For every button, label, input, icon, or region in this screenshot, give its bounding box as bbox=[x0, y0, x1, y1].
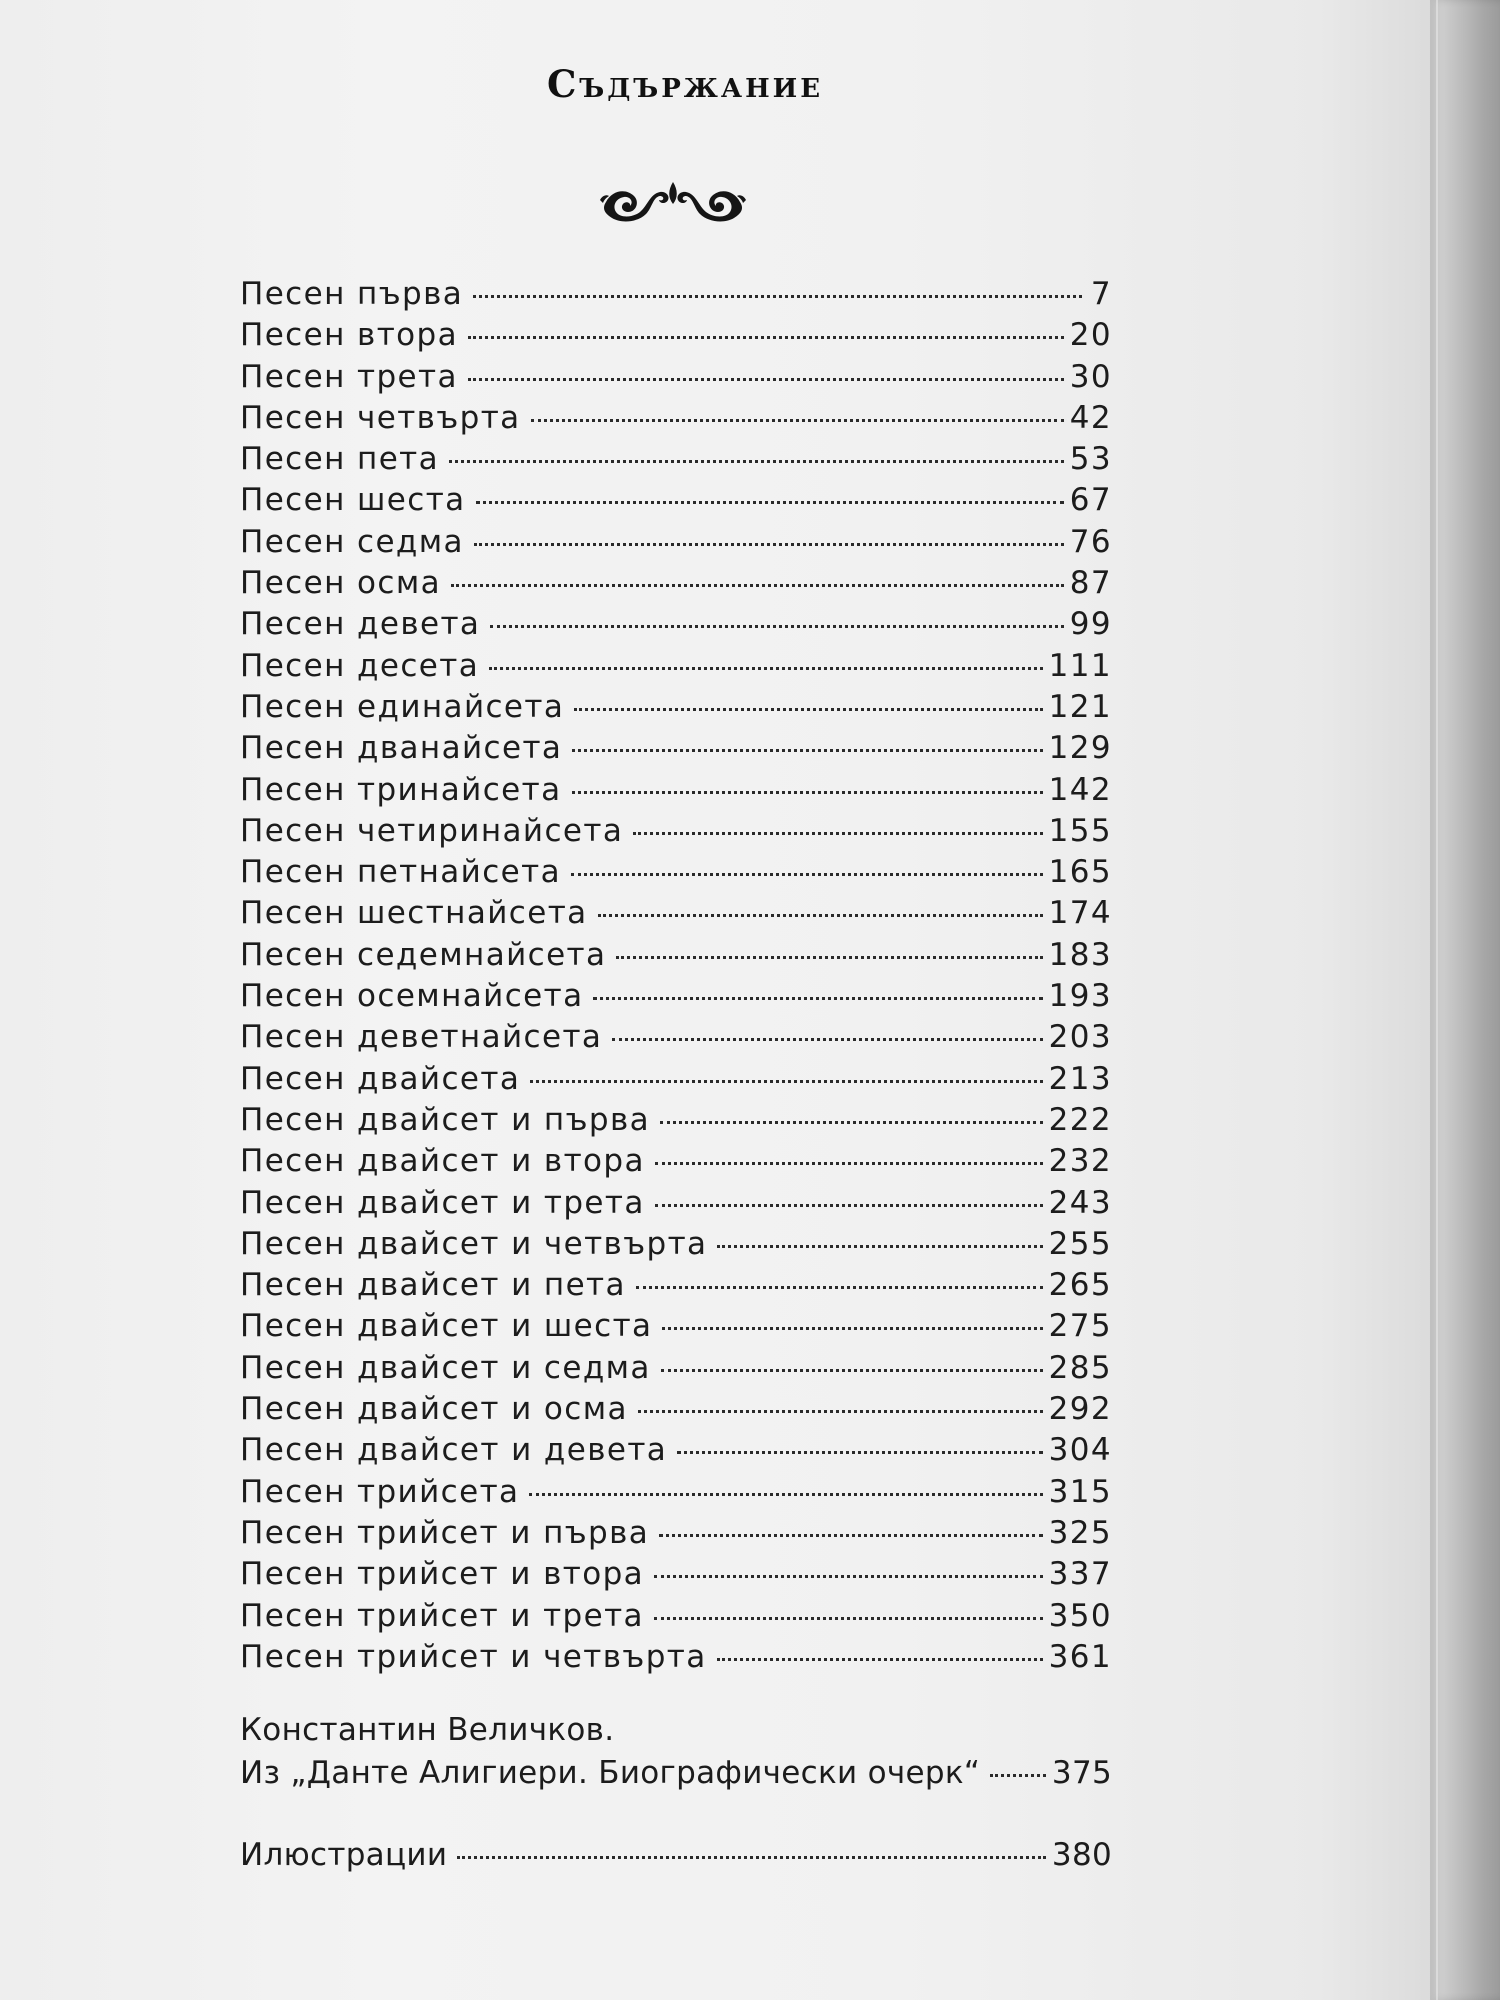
toc-entry-label: Песен трийсета bbox=[240, 1473, 520, 1510]
toc-entry-label: Песен двайсет и четвърта bbox=[240, 1225, 708, 1262]
dot-leader bbox=[990, 1774, 1046, 1777]
page-title: Съдържание bbox=[546, 62, 824, 106]
toc-entry-label: Песен двайсет и девета bbox=[240, 1432, 668, 1469]
dot-leader bbox=[489, 667, 1043, 670]
dot-leader bbox=[612, 1038, 1042, 1041]
essay-row bbox=[240, 1755, 1112, 1796]
toc-entry-page-number: 203 bbox=[1048, 1019, 1112, 1056]
toc-entry-label: Песен първа bbox=[240, 276, 464, 312]
dot-leader bbox=[571, 873, 1043, 876]
dot-leader bbox=[574, 708, 1042, 711]
dot-leader bbox=[660, 1121, 1043, 1124]
toc-entry-page-number: 155 bbox=[1048, 812, 1112, 849]
toc-entry-label: Песен осма bbox=[240, 565, 442, 602]
toc-entry-label: Песен деветнайсета bbox=[240, 1019, 603, 1056]
dot-leader bbox=[457, 1856, 1046, 1859]
toc-entry-label: Песен четвърта bbox=[240, 399, 521, 436]
toc-entry bbox=[240, 359, 1112, 400]
dot-leader bbox=[468, 336, 1064, 339]
toc-entry-label: Песен трийсет и първа bbox=[240, 1514, 650, 1551]
toc-entry bbox=[240, 937, 1112, 978]
dot-leader bbox=[717, 1658, 1043, 1661]
toc-entry-page-number: 99 bbox=[1069, 606, 1112, 643]
toc-entry-label: Песен шестнайсета bbox=[240, 895, 588, 932]
toc-entry-page-number: 232 bbox=[1048, 1143, 1112, 1180]
toc-entry-page-number: 183 bbox=[1048, 936, 1112, 973]
toc-entry bbox=[240, 441, 1112, 482]
dot-leader bbox=[659, 1534, 1042, 1537]
toc-entry bbox=[240, 854, 1112, 895]
dot-leader bbox=[490, 625, 1063, 628]
essay-title: Из „Данте Алигиери. Биографически очерк“ bbox=[240, 1755, 981, 1791]
toc-entry-page-number: 325 bbox=[1048, 1514, 1112, 1551]
toc-entry bbox=[240, 895, 1112, 936]
table-of-contents bbox=[240, 276, 1112, 1680]
dot-leader bbox=[654, 1617, 1043, 1620]
toc-entry bbox=[240, 317, 1112, 358]
toc-entry-label: Песен двайсет и втора bbox=[240, 1143, 645, 1180]
toc-entry-page-number: 292 bbox=[1048, 1391, 1112, 1428]
toc-entry bbox=[240, 1267, 1112, 1308]
toc-entry bbox=[240, 276, 1112, 317]
toc-entry-label: Песен втора bbox=[240, 317, 458, 354]
toc-entry-page-number: 265 bbox=[1048, 1267, 1112, 1304]
toc-entry bbox=[240, 1432, 1112, 1473]
dot-leader bbox=[474, 543, 1064, 546]
dot-leader bbox=[451, 584, 1064, 587]
toc-entry bbox=[240, 565, 1112, 606]
dot-leader bbox=[655, 1162, 1043, 1165]
illustrations-label: Илюстрации bbox=[240, 1837, 448, 1873]
toc-entry-label: Песен двайсет и трета bbox=[240, 1184, 645, 1221]
dot-leader bbox=[677, 1451, 1042, 1454]
dot-leader bbox=[638, 1410, 1043, 1413]
page-edge bbox=[1430, 0, 1500, 2000]
toc-entry-label: Песен трета bbox=[240, 358, 458, 395]
toc-entry bbox=[240, 648, 1112, 689]
toc-entry-page-number: 255 bbox=[1048, 1225, 1112, 1262]
dot-leader bbox=[530, 1080, 1042, 1083]
toc-entry-label: Песен десета bbox=[240, 647, 480, 684]
toc-entry-page-number: 315 bbox=[1048, 1473, 1112, 1510]
toc-entry bbox=[240, 606, 1112, 647]
toc-entry bbox=[240, 1185, 1112, 1226]
dot-leader bbox=[662, 1327, 1042, 1330]
toc-entry-label: Песен двайсета bbox=[240, 1060, 521, 1097]
toc-entry-label: Песен двайсет и първа bbox=[240, 1101, 651, 1138]
toc-entry bbox=[240, 1019, 1112, 1060]
toc-entry bbox=[240, 978, 1112, 1019]
toc-entry-label: Песен тринайсета bbox=[240, 771, 562, 808]
toc-entry-page-number: 193 bbox=[1048, 978, 1112, 1015]
essay-page-number: 375 bbox=[1051, 1755, 1112, 1791]
toc-entry-label: Песен двайсет и седма bbox=[240, 1349, 651, 1386]
toc-entry-label: Песен седемнайсета bbox=[240, 936, 607, 973]
toc-entry-page-number: 121 bbox=[1048, 688, 1112, 725]
toc-entry-label: Песен шеста bbox=[240, 482, 466, 519]
toc-entry bbox=[240, 813, 1112, 854]
toc-entry-label: Песен единайсета bbox=[240, 688, 565, 725]
dot-leader bbox=[598, 914, 1043, 917]
toc-entry-label: Песен девета bbox=[240, 606, 481, 643]
toc-entry-page-number: 361 bbox=[1048, 1638, 1112, 1675]
illustrations-row bbox=[240, 1837, 1112, 1878]
essay-entry bbox=[240, 1712, 1112, 1796]
toc-entry-label: Песен двайсет и осма bbox=[240, 1391, 628, 1428]
toc-entry-page-number: 7 bbox=[1090, 276, 1112, 312]
toc-entry-label: Песен четиринайсета bbox=[240, 812, 624, 849]
toc-entry-page-number: 350 bbox=[1048, 1597, 1112, 1634]
toc-entry-page-number: 165 bbox=[1048, 854, 1112, 891]
toc-entry bbox=[240, 1061, 1112, 1102]
floral-ornament-icon bbox=[598, 172, 748, 228]
toc-entry bbox=[240, 482, 1112, 523]
toc-entry bbox=[240, 1639, 1112, 1680]
toc-entry-page-number: 87 bbox=[1069, 565, 1112, 602]
dot-leader bbox=[593, 997, 1042, 1000]
toc-entry-label: Песен осемнайсета bbox=[240, 978, 584, 1015]
dot-leader bbox=[476, 501, 1064, 504]
toc-entry bbox=[240, 1308, 1112, 1349]
toc-entry-page-number: 20 bbox=[1069, 317, 1112, 354]
dot-leader bbox=[449, 460, 1064, 463]
toc-entry-label: Песен седма bbox=[240, 523, 464, 560]
toc-entry-page-number: 129 bbox=[1048, 730, 1112, 767]
toc-entry-page-number: 111 bbox=[1048, 647, 1112, 684]
toc-entry-label: Песен трийсет и трета bbox=[240, 1597, 644, 1634]
dot-leader bbox=[529, 1493, 1042, 1496]
toc-entry bbox=[240, 1598, 1112, 1639]
toc-entry-label: Песен петнайсета bbox=[240, 854, 562, 891]
toc-entry-label: Песен дванайсета bbox=[240, 730, 563, 767]
illustrations-page-number: 380 bbox=[1051, 1837, 1112, 1873]
dot-leader bbox=[633, 832, 1042, 835]
toc-entry bbox=[240, 772, 1112, 813]
dot-leader bbox=[468, 378, 1064, 381]
toc-entry-label: Песен двайсет и шеста bbox=[240, 1308, 653, 1345]
toc-entry-page-number: 142 bbox=[1048, 771, 1112, 808]
dot-leader bbox=[717, 1245, 1042, 1248]
toc-entry-page-number: 285 bbox=[1048, 1349, 1112, 1386]
toc-entry bbox=[240, 1143, 1112, 1184]
toc-entry-page-number: 76 bbox=[1069, 523, 1112, 560]
toc-entry-page-number: 42 bbox=[1069, 399, 1112, 436]
toc-entry-label: Песен двайсет и пета bbox=[240, 1267, 626, 1304]
toc-entry bbox=[240, 1515, 1112, 1556]
toc-entry-page-number: 174 bbox=[1048, 895, 1112, 932]
dot-leader bbox=[572, 791, 1043, 794]
illustrations-entry bbox=[240, 1837, 1112, 1878]
dot-leader bbox=[473, 295, 1082, 298]
toc-entry-page-number: 222 bbox=[1048, 1101, 1112, 1138]
toc-entry bbox=[240, 1350, 1112, 1391]
dot-leader bbox=[531, 419, 1064, 422]
toc-entry-page-number: 213 bbox=[1048, 1060, 1112, 1097]
toc-entry bbox=[240, 1391, 1112, 1432]
dot-leader bbox=[616, 956, 1042, 959]
toc-entry bbox=[240, 400, 1112, 441]
essay-author: Константин Величков. bbox=[240, 1712, 615, 1748]
dot-leader bbox=[654, 1575, 1043, 1578]
toc-entry-page-number: 30 bbox=[1069, 358, 1112, 395]
toc-entry-label: Песен трийсет и втора bbox=[240, 1556, 645, 1593]
toc-entry-page-number: 337 bbox=[1048, 1556, 1112, 1593]
dot-leader bbox=[655, 1204, 1043, 1207]
toc-entry bbox=[240, 1556, 1112, 1597]
toc-entry-page-number: 275 bbox=[1048, 1308, 1112, 1345]
toc-entry-label: Песен пета bbox=[240, 441, 440, 478]
dot-leader bbox=[636, 1286, 1043, 1289]
toc-entry-page-number: 304 bbox=[1048, 1432, 1112, 1469]
toc-entry bbox=[240, 1474, 1112, 1515]
dot-leader bbox=[572, 749, 1042, 752]
toc-entry-page-number: 53 bbox=[1069, 441, 1112, 478]
toc-entry bbox=[240, 1102, 1112, 1143]
toc-entry bbox=[240, 524, 1112, 565]
toc-entry bbox=[240, 1226, 1112, 1267]
dot-leader bbox=[661, 1369, 1043, 1372]
toc-entry bbox=[240, 730, 1112, 771]
toc-entry-page-number: 67 bbox=[1069, 482, 1112, 519]
toc-entry-page-number: 243 bbox=[1048, 1184, 1112, 1221]
toc-entry bbox=[240, 689, 1112, 730]
toc-entry-label: Песен трийсет и четвърта bbox=[240, 1638, 707, 1675]
